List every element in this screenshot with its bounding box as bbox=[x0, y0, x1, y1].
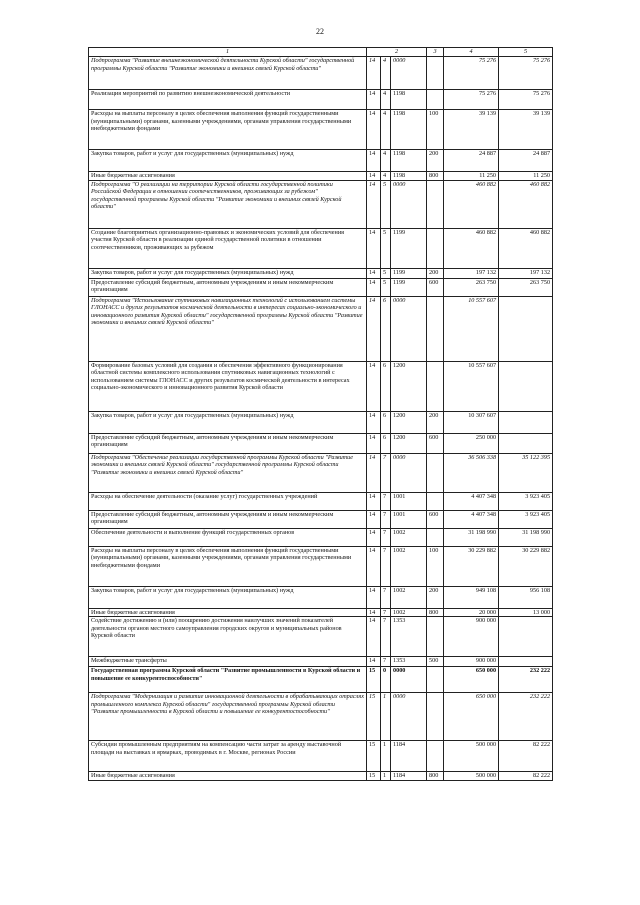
expense-type-code: 200 bbox=[427, 411, 444, 433]
program-code: 14 bbox=[367, 608, 381, 617]
subprogram-code: 6 bbox=[381, 296, 391, 361]
amount-col-5: 460 882 bbox=[499, 180, 553, 228]
amount-col-4: 949 108 bbox=[444, 586, 499, 608]
table-row bbox=[89, 693, 553, 741]
expense-type-code: 800 bbox=[427, 608, 444, 617]
expense-type-code bbox=[427, 228, 444, 268]
subprogram-code: 4 bbox=[381, 57, 391, 90]
table-row bbox=[89, 667, 553, 693]
table-row bbox=[89, 741, 553, 772]
amount-col-5: 263 750 bbox=[499, 278, 553, 296]
subprogram-code: 5 bbox=[381, 228, 391, 268]
expense-name: Иные бюджетные ассигнования bbox=[89, 172, 367, 181]
subprogram-code: 7 bbox=[381, 528, 391, 546]
amount-col-5: 3 923 405 bbox=[499, 492, 553, 510]
expense-name: Подпрограмма "О реализации на территории Курской области государственной политики Российской Федерации в отношении соотечественников, проживающих за рубежом" государственной программы Курской области "Развитие экономики и внешних связей Курской области" bbox=[89, 180, 367, 228]
expense-type-code bbox=[427, 693, 444, 741]
amount-col-4: 31 198 990 bbox=[444, 528, 499, 546]
program-code: 15 bbox=[367, 772, 381, 781]
expense-type-code bbox=[427, 741, 444, 772]
amount-col-5: 75 276 bbox=[499, 57, 553, 90]
expense-type-code: 200 bbox=[427, 150, 444, 172]
target-code: 1198 bbox=[391, 90, 427, 110]
subprogram-code: 5 bbox=[381, 278, 391, 296]
subprogram-code: 4 bbox=[381, 90, 391, 110]
header-col-4: 4 bbox=[444, 48, 499, 57]
amount-col-4: 10 307 607 bbox=[444, 411, 499, 433]
expense-type-code bbox=[427, 667, 444, 693]
target-code: 0000 bbox=[391, 667, 427, 693]
expense-name: Подпрограмма "Использование спутниковых навигационных технологий с использованием системы ГЛОНАСС и других результатов космической деятельности в интересах социально-экономического и инновационного развития Курской области" государственной программы Курской области "Развитие экономики и внешних связей Курской области" bbox=[89, 296, 367, 361]
header-col-1: 1 bbox=[89, 48, 367, 57]
header-col-2: 2 bbox=[367, 48, 427, 57]
amount-col-4: 39 139 bbox=[444, 110, 499, 150]
expense-name: Подпрограмма "Развитие внешнеэкономической деятельности Курской области" государственной программы Курской области "Развитие экономики и внешних связей Курской области" bbox=[89, 57, 367, 90]
table-row bbox=[89, 172, 553, 181]
program-code: 14 bbox=[367, 492, 381, 510]
table-row bbox=[89, 228, 553, 268]
program-code: 14 bbox=[367, 433, 381, 453]
subprogram-code: 4 bbox=[381, 150, 391, 172]
subprogram-code: 7 bbox=[381, 453, 391, 492]
subprogram-code: 7 bbox=[381, 608, 391, 617]
table-row bbox=[89, 510, 553, 528]
expense-type-code bbox=[427, 180, 444, 228]
amount-col-4: 11 250 bbox=[444, 172, 499, 181]
program-code: 14 bbox=[367, 278, 381, 296]
amount-col-4: 30 229 882 bbox=[444, 546, 499, 586]
table-row bbox=[89, 90, 553, 110]
table-row bbox=[89, 528, 553, 546]
program-code: 14 bbox=[367, 411, 381, 433]
expense-name: Расходы на обеспечение деятельности (оказание услуг) государственных учреждений bbox=[89, 492, 367, 510]
expense-name: Подпрограмма "Модернизация и развитие инновационной деятельности в обрабатывающих отраслях промышленного комплекса Курской области" государственной программы Курской области "Развитие промышленности в Курской области и повышение ее конкурентоспособности" bbox=[89, 693, 367, 741]
subprogram-code: 4 bbox=[381, 172, 391, 181]
expense-name: Реализация мероприятий по развитию внешнеэкономической деятельности bbox=[89, 90, 367, 110]
expense-type-code bbox=[427, 453, 444, 492]
program-code: 14 bbox=[367, 180, 381, 228]
target-code: 1200 bbox=[391, 411, 427, 433]
budget-table bbox=[88, 47, 553, 781]
target-code: 1199 bbox=[391, 228, 427, 268]
target-code: 1353 bbox=[391, 617, 427, 657]
program-code: 14 bbox=[367, 617, 381, 657]
target-code: 0000 bbox=[391, 453, 427, 492]
expense-name: Закупка товаров, работ и услуг для государственных (муниципальных) нужд bbox=[89, 150, 367, 172]
amount-col-5 bbox=[499, 411, 553, 433]
expense-name: Предоставление субсидий бюджетным, автономным учреждениям и иным некоммерческим организациям bbox=[89, 433, 367, 453]
amount-col-4: 75 276 bbox=[444, 57, 499, 90]
subprogram-code: 7 bbox=[381, 492, 391, 510]
amount-col-5: 39 139 bbox=[499, 110, 553, 150]
table-row bbox=[89, 296, 553, 361]
expense-type-code bbox=[427, 296, 444, 361]
target-code: 1200 bbox=[391, 361, 427, 411]
expense-name: Подпрограмма "Обеспечение реализации государственной программы Курской области "Развитие экономики и внешних связей Курской области" государственной программы Курской области "Развитие экономики и внешних связей Курской области" bbox=[89, 453, 367, 492]
table-row bbox=[89, 361, 553, 411]
expense-type-code: 100 bbox=[427, 110, 444, 150]
program-code: 15 bbox=[367, 693, 381, 741]
amount-col-4: 250 000 bbox=[444, 433, 499, 453]
subprogram-code: 1 bbox=[381, 741, 391, 772]
program-code: 14 bbox=[367, 361, 381, 411]
expense-name: Обеспечение деятельности и выполнение функций государственных органов bbox=[89, 528, 367, 546]
target-code: 1353 bbox=[391, 657, 427, 667]
program-code: 14 bbox=[367, 268, 381, 278]
amount-col-4: 24 887 bbox=[444, 150, 499, 172]
table-row bbox=[89, 433, 553, 453]
expense-name: Содействие достижению и (или) поощрению достижения наилучших значений показателей деятельности органов местного самоуправления городских округов и муниципальных районов Курской области bbox=[89, 617, 367, 657]
amount-col-5 bbox=[499, 433, 553, 453]
table-row bbox=[89, 492, 553, 510]
expense-type-code: 600 bbox=[427, 433, 444, 453]
program-code: 14 bbox=[367, 228, 381, 268]
amount-col-4: 900 000 bbox=[444, 657, 499, 667]
subprogram-code: 5 bbox=[381, 268, 391, 278]
subprogram-code: 7 bbox=[381, 617, 391, 657]
target-code: 0000 bbox=[391, 57, 427, 90]
subprogram-code: 1 bbox=[381, 693, 391, 741]
amount-col-5: 82 222 bbox=[499, 772, 553, 781]
amount-col-4: 263 750 bbox=[444, 278, 499, 296]
program-code: 15 bbox=[367, 667, 381, 693]
amount-col-5: 24 887 bbox=[499, 150, 553, 172]
program-code: 14 bbox=[367, 172, 381, 181]
target-code: 1184 bbox=[391, 772, 427, 781]
table-row bbox=[89, 546, 553, 586]
table-row bbox=[89, 608, 553, 617]
table-row bbox=[89, 411, 553, 433]
amount-col-5: 3 923 405 bbox=[499, 510, 553, 528]
program-code: 14 bbox=[367, 453, 381, 492]
program-code: 14 bbox=[367, 510, 381, 528]
expense-name: Закупка товаров, работ и услуг для государственных (муниципальных) нужд bbox=[89, 411, 367, 433]
expense-name: Субсидии промышленным предприятиям на компенсацию части затрат за аренду выставочной площади на выставках и ярмарках, проводимых в г. Москве, регионах России bbox=[89, 741, 367, 772]
table-row bbox=[89, 150, 553, 172]
amount-col-5 bbox=[499, 617, 553, 657]
table-header-row bbox=[89, 48, 553, 57]
amount-col-4: 500 000 bbox=[444, 772, 499, 781]
amount-col-4: 650 000 bbox=[444, 667, 499, 693]
amount-col-5: 82 222 bbox=[499, 741, 553, 772]
target-code: 1184 bbox=[391, 741, 427, 772]
program-code: 14 bbox=[367, 296, 381, 361]
page-number: 22 bbox=[316, 27, 324, 36]
table-row bbox=[89, 657, 553, 667]
subprogram-code: 0 bbox=[381, 667, 391, 693]
target-code: 0000 bbox=[391, 296, 427, 361]
amount-col-5 bbox=[499, 361, 553, 411]
subprogram-code: 5 bbox=[381, 180, 391, 228]
amount-col-4: 460 882 bbox=[444, 228, 499, 268]
amount-col-4: 650 000 bbox=[444, 693, 499, 741]
subprogram-code: 1 bbox=[381, 772, 391, 781]
amount-col-4: 4 407 348 bbox=[444, 492, 499, 510]
amount-col-4: 500 000 bbox=[444, 741, 499, 772]
expense-type-code: 200 bbox=[427, 268, 444, 278]
amount-col-5 bbox=[499, 657, 553, 667]
table-row bbox=[89, 278, 553, 296]
target-code: 1198 bbox=[391, 110, 427, 150]
target-code: 0000 bbox=[391, 693, 427, 741]
subprogram-code: 6 bbox=[381, 411, 391, 433]
target-code: 1198 bbox=[391, 172, 427, 181]
table-body bbox=[89, 57, 553, 781]
expense-type-code bbox=[427, 57, 444, 90]
expense-type-code bbox=[427, 90, 444, 110]
expense-name: Формирование базовых условий для создания и обеспечения эффективного функционирования областной системы комплексного использования спутниковых навигационных технологий с использованием системы ГЛОНАСС и других результатов космической деятельности в интересах социально-экономического и инновационного развития Курской области bbox=[89, 361, 367, 411]
expense-name: Закупка товаров, работ и услуг для государственных (муниципальных) нужд bbox=[89, 268, 367, 278]
target-code: 1001 bbox=[391, 492, 427, 510]
header-col-3: 3 bbox=[427, 48, 444, 57]
target-code: 1200 bbox=[391, 433, 427, 453]
expense-type-code: 600 bbox=[427, 278, 444, 296]
program-code: 14 bbox=[367, 657, 381, 667]
target-code: 1002 bbox=[391, 586, 427, 608]
table-row bbox=[89, 180, 553, 228]
table-row bbox=[89, 453, 553, 492]
table-row bbox=[89, 586, 553, 608]
amount-col-5: 30 229 882 bbox=[499, 546, 553, 586]
expense-type-code bbox=[427, 528, 444, 546]
header-col-5: 5 bbox=[499, 48, 553, 57]
table-row bbox=[89, 268, 553, 278]
expense-type-code bbox=[427, 492, 444, 510]
amount-col-4: 10 557 607 bbox=[444, 296, 499, 361]
subprogram-code: 4 bbox=[381, 110, 391, 150]
program-code: 14 bbox=[367, 110, 381, 150]
target-code: 1199 bbox=[391, 278, 427, 296]
amount-col-4: 900 000 bbox=[444, 617, 499, 657]
program-code: 14 bbox=[367, 57, 381, 90]
expense-type-code: 800 bbox=[427, 172, 444, 181]
amount-col-5: 75 276 bbox=[499, 90, 553, 110]
target-code: 1002 bbox=[391, 528, 427, 546]
expense-type-code: 100 bbox=[427, 546, 444, 586]
amount-col-5: 11 250 bbox=[499, 172, 553, 181]
subprogram-code: 6 bbox=[381, 361, 391, 411]
expense-type-code: 200 bbox=[427, 586, 444, 608]
amount-col-4: 36 506 338 bbox=[444, 453, 499, 492]
amount-col-5 bbox=[499, 296, 553, 361]
program-code: 14 bbox=[367, 528, 381, 546]
amount-col-5: 31 198 990 bbox=[499, 528, 553, 546]
table-row bbox=[89, 57, 553, 90]
program-code: 15 bbox=[367, 741, 381, 772]
target-code: 1002 bbox=[391, 546, 427, 586]
target-code: 0000 bbox=[391, 180, 427, 228]
subprogram-code: 7 bbox=[381, 510, 391, 528]
amount-col-4: 4 407 348 bbox=[444, 510, 499, 528]
target-code: 1002 bbox=[391, 608, 427, 617]
table-row bbox=[89, 110, 553, 150]
subprogram-code: 7 bbox=[381, 546, 391, 586]
program-code: 14 bbox=[367, 90, 381, 110]
expense-name: Иные бюджетные ассигнования bbox=[89, 772, 367, 781]
expense-name: Предоставление субсидий бюджетным, автономным учреждениям и иным некоммерческим организациям bbox=[89, 510, 367, 528]
target-code: 1198 bbox=[391, 150, 427, 172]
expense-name: Расходы на выплаты персоналу в целях обеспечения выполнения функций государственными (муниципальными) органами, казенными учреждениями, органами управления государственными внебюджетными фондами bbox=[89, 546, 367, 586]
subprogram-code: 7 bbox=[381, 657, 391, 667]
amount-col-5: 232 222 bbox=[499, 667, 553, 693]
table-row bbox=[89, 617, 553, 657]
expense-type-code: 500 bbox=[427, 657, 444, 667]
amount-col-5: 13 000 bbox=[499, 608, 553, 617]
amount-col-5: 232 222 bbox=[499, 693, 553, 741]
expense-name: Межбюджетные трансферты bbox=[89, 657, 367, 667]
amount-col-4: 75 276 bbox=[444, 90, 499, 110]
amount-col-5: 35 122 395 bbox=[499, 453, 553, 492]
expense-type-code: 600 bbox=[427, 510, 444, 528]
program-code: 14 bbox=[367, 150, 381, 172]
expense-name: Государственная программа Курской области "Развитие промышленности в Курской области и повышение ее конкурентоспособности" bbox=[89, 667, 367, 693]
program-code: 14 bbox=[367, 586, 381, 608]
expense-name: Расходы на выплаты персоналу в целях обеспечения выполнения функций государственными (муниципальными) органами, казенными учреждениями, органами управления государственными внебюджетными фондами bbox=[89, 110, 367, 150]
expense-name: Закупка товаров, работ и услуг для государственных (муниципальных) нужд bbox=[89, 586, 367, 608]
table-row bbox=[89, 772, 553, 781]
amount-col-4: 10 557 607 bbox=[444, 361, 499, 411]
subprogram-code: 7 bbox=[381, 586, 391, 608]
target-code: 1001 bbox=[391, 510, 427, 528]
expense-name: Создание благоприятных организационно-правовых и экономических условий для обеспечения участия Курской области в реализации единой государственной политики в отношении соотечественников, проживающих за рубежом bbox=[89, 228, 367, 268]
amount-col-4: 197 132 bbox=[444, 268, 499, 278]
amount-col-4: 20 000 bbox=[444, 608, 499, 617]
amount-col-5: 460 882 bbox=[499, 228, 553, 268]
target-code: 1199 bbox=[391, 268, 427, 278]
amount-col-5: 956 108 bbox=[499, 586, 553, 608]
program-code: 14 bbox=[367, 546, 381, 586]
expense-name: Предоставление субсидий бюджетным, автономным учреждениям и иным некоммерческим организациям bbox=[89, 278, 367, 296]
amount-col-5: 197 132 bbox=[499, 268, 553, 278]
expense-type-code bbox=[427, 617, 444, 657]
expense-type-code bbox=[427, 361, 444, 411]
subprogram-code: 6 bbox=[381, 433, 391, 453]
expense-type-code: 800 bbox=[427, 772, 444, 781]
expense-name: Иные бюджетные ассигнования bbox=[89, 608, 367, 617]
amount-col-4: 460 882 bbox=[444, 180, 499, 228]
